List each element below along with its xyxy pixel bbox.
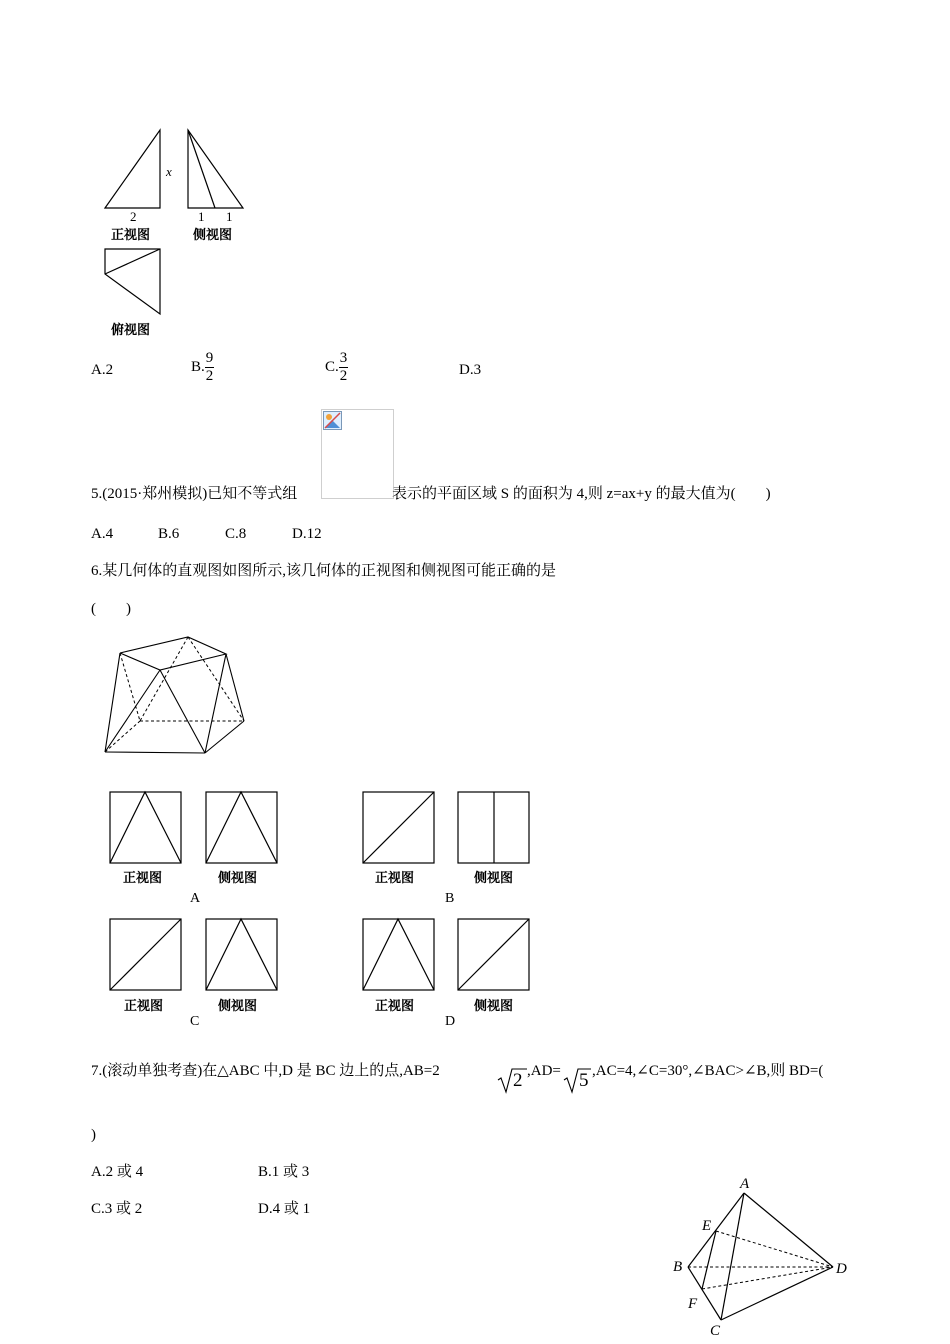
option-d-side-label: 侧视图 [474, 999, 514, 1014]
tetra-label-d: D [836, 1261, 847, 1277]
tetra-label-c: C [710, 1323, 721, 1339]
q6-option-c-letter: C [190, 1014, 200, 1029]
q7-close-paren: ) [91, 1127, 96, 1143]
q4-option-c-numerator: 3 [339, 350, 348, 366]
q5-option-a: A.4 [91, 526, 114, 542]
q7-option-c: C.3 或 2 [91, 1201, 143, 1217]
q7-text-2: ,AD= [527, 1063, 561, 1079]
option-c-side-label: 侧视图 [218, 999, 258, 1014]
side-view-dim-left: 1 [198, 209, 205, 224]
option-a-front-label: 正视图 [123, 871, 163, 886]
side-view-dim-right: 1 [226, 209, 233, 224]
q6-option-b-letter: B [445, 891, 455, 906]
q4-option-c-denominator: 2 [339, 368, 348, 384]
q5-text-after: 表示的平面区域 S 的面积为 4,则 z=ax+y 的最大值为( ) [392, 486, 771, 502]
front-view-dim: 2 [130, 209, 137, 224]
q4-option-c-prefix: C. [325, 358, 339, 375]
option-b-side-label: 侧视图 [474, 871, 514, 886]
q4-option-b-numerator: 9 [205, 350, 214, 366]
q7-sqrt-1-value: 2 [513, 1070, 523, 1091]
q7-text-3: ,AC=4,∠C=30°,∠BAC>∠B,则 BD=( [592, 1063, 824, 1079]
q4-option-b-denominator: 2 [205, 368, 214, 384]
option-c-front-label: 正视图 [124, 999, 164, 1014]
tetra-label-a: A [740, 1176, 750, 1192]
option-a-side-label: 侧视图 [218, 871, 258, 886]
top-view-label: 俯视图 [111, 323, 151, 338]
q5-text-before: 5.(2015·郑州模拟)已知不等式组 [91, 486, 298, 502]
side-view-dim-x: x [166, 164, 172, 179]
q4-option-b-prefix: B. [191, 358, 205, 375]
q6-blank: ( ) [91, 601, 131, 617]
q4-option-d: D.3 [459, 362, 482, 378]
q7-option-d: D.4 或 1 [258, 1201, 311, 1217]
side-view-label: 侧视图 [193, 228, 233, 243]
tetra-label-b: B [673, 1259, 683, 1275]
q5-option-b: B.6 [158, 526, 180, 542]
q5-option-d: D.12 [292, 526, 322, 542]
q7-option-a: A.2 或 4 [91, 1164, 144, 1180]
option-d-front-label: 正视图 [375, 999, 415, 1014]
q7-sqrt-2-value: 5 [579, 1070, 589, 1091]
q6-option-d-letter: D [445, 1014, 456, 1029]
q7-option-b: B.1 或 3 [258, 1164, 310, 1180]
tetra-label-f: F [688, 1296, 698, 1312]
q4-option-a: A.2 [91, 362, 114, 378]
tetra-label-e: E [702, 1218, 712, 1234]
q6-text: 6.某几何体的直观图如图所示,该几何体的正视图和侧视图可能正确的是 [91, 563, 557, 579]
q5-option-c: C.8 [225, 526, 247, 542]
q7-text-1: 7.(滚动单独考查)在△ABC 中,D 是 BC 边上的点,AB=2 [91, 1063, 440, 1079]
q6-option-a-letter: A [190, 891, 201, 906]
front-view-label: 正视图 [111, 228, 151, 243]
option-b-front-label: 正视图 [375, 871, 415, 886]
